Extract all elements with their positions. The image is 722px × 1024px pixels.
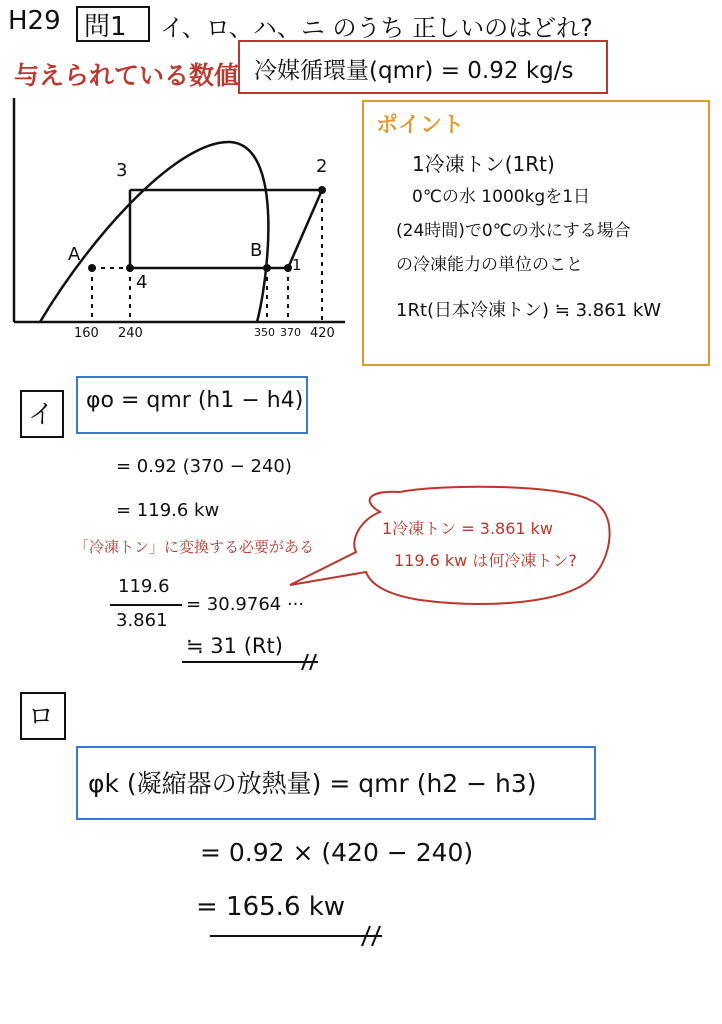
given-value: 冷媒循環量(qmr) = 0.92 kg/s	[254, 58, 574, 84]
section-i-answer: ≒ 31 (Rt)	[186, 634, 283, 658]
question-number: 問1	[84, 12, 127, 42]
section-ro-marker: ロ	[28, 702, 55, 732]
point-title: ポイント	[376, 113, 465, 138]
point-label-2: 2	[316, 156, 328, 177]
fraction-denominator: 3.861	[116, 610, 168, 631]
point-label-a: A	[68, 244, 81, 265]
given-label: 与えられている数値	[14, 61, 240, 90]
bubble-line-2: 119.6 kw は何冷凍トン?	[394, 551, 577, 570]
tick-160: 160	[74, 326, 99, 341]
section-i-step2: = 119.6 kw	[116, 500, 220, 521]
tick-350: 350	[254, 326, 275, 339]
section-i-formula: φo = qmr (h1 − h4)	[86, 388, 304, 413]
point-label-4: 4	[136, 272, 148, 293]
point-label-3: 3	[116, 160, 128, 181]
section-i-note: 「冷凍トン」に変換する必要がある	[74, 538, 315, 556]
point-line-1: 1冷凍トン(1Rt)	[412, 152, 555, 176]
point-label-1: 1	[292, 256, 302, 274]
bubble-line-1: 1冷凍トン = 3.861 kw	[382, 519, 554, 538]
section-i-result: = 30.9764 ···	[186, 594, 305, 615]
point-label-b: B	[250, 240, 263, 261]
fraction-numerator: 119.6	[118, 576, 170, 597]
tick-420: 420	[310, 326, 335, 341]
tick-240: 240	[118, 326, 143, 341]
point-line-2: 0℃の水 1000kgを1日	[412, 187, 591, 207]
section-ro-answer: = 165.6 kw	[196, 892, 346, 922]
question-prompt: イ、ロ、ハ、ニ のうち 正しいのはどれ?	[160, 14, 593, 42]
year-label: H29	[8, 6, 61, 36]
point-formula: 1Rt(日本冷凍トン) ≒ 3.861 kW	[396, 300, 662, 321]
point-line-3: (24時間)で0℃の氷にする場合	[396, 221, 631, 241]
section-ro-formula: φk (凝縮器の放熱量) = qmr (h2 − h3)	[88, 769, 537, 798]
point-line-4: の冷凍能力の単位のこと	[396, 255, 583, 275]
section-i-step1: = 0.92 (370 − 240)	[116, 456, 292, 477]
section-i-marker: イ	[28, 400, 55, 430]
tick-370: 370	[280, 326, 301, 339]
section-ro-step1: = 0.92 × (420 − 240)	[200, 838, 474, 867]
